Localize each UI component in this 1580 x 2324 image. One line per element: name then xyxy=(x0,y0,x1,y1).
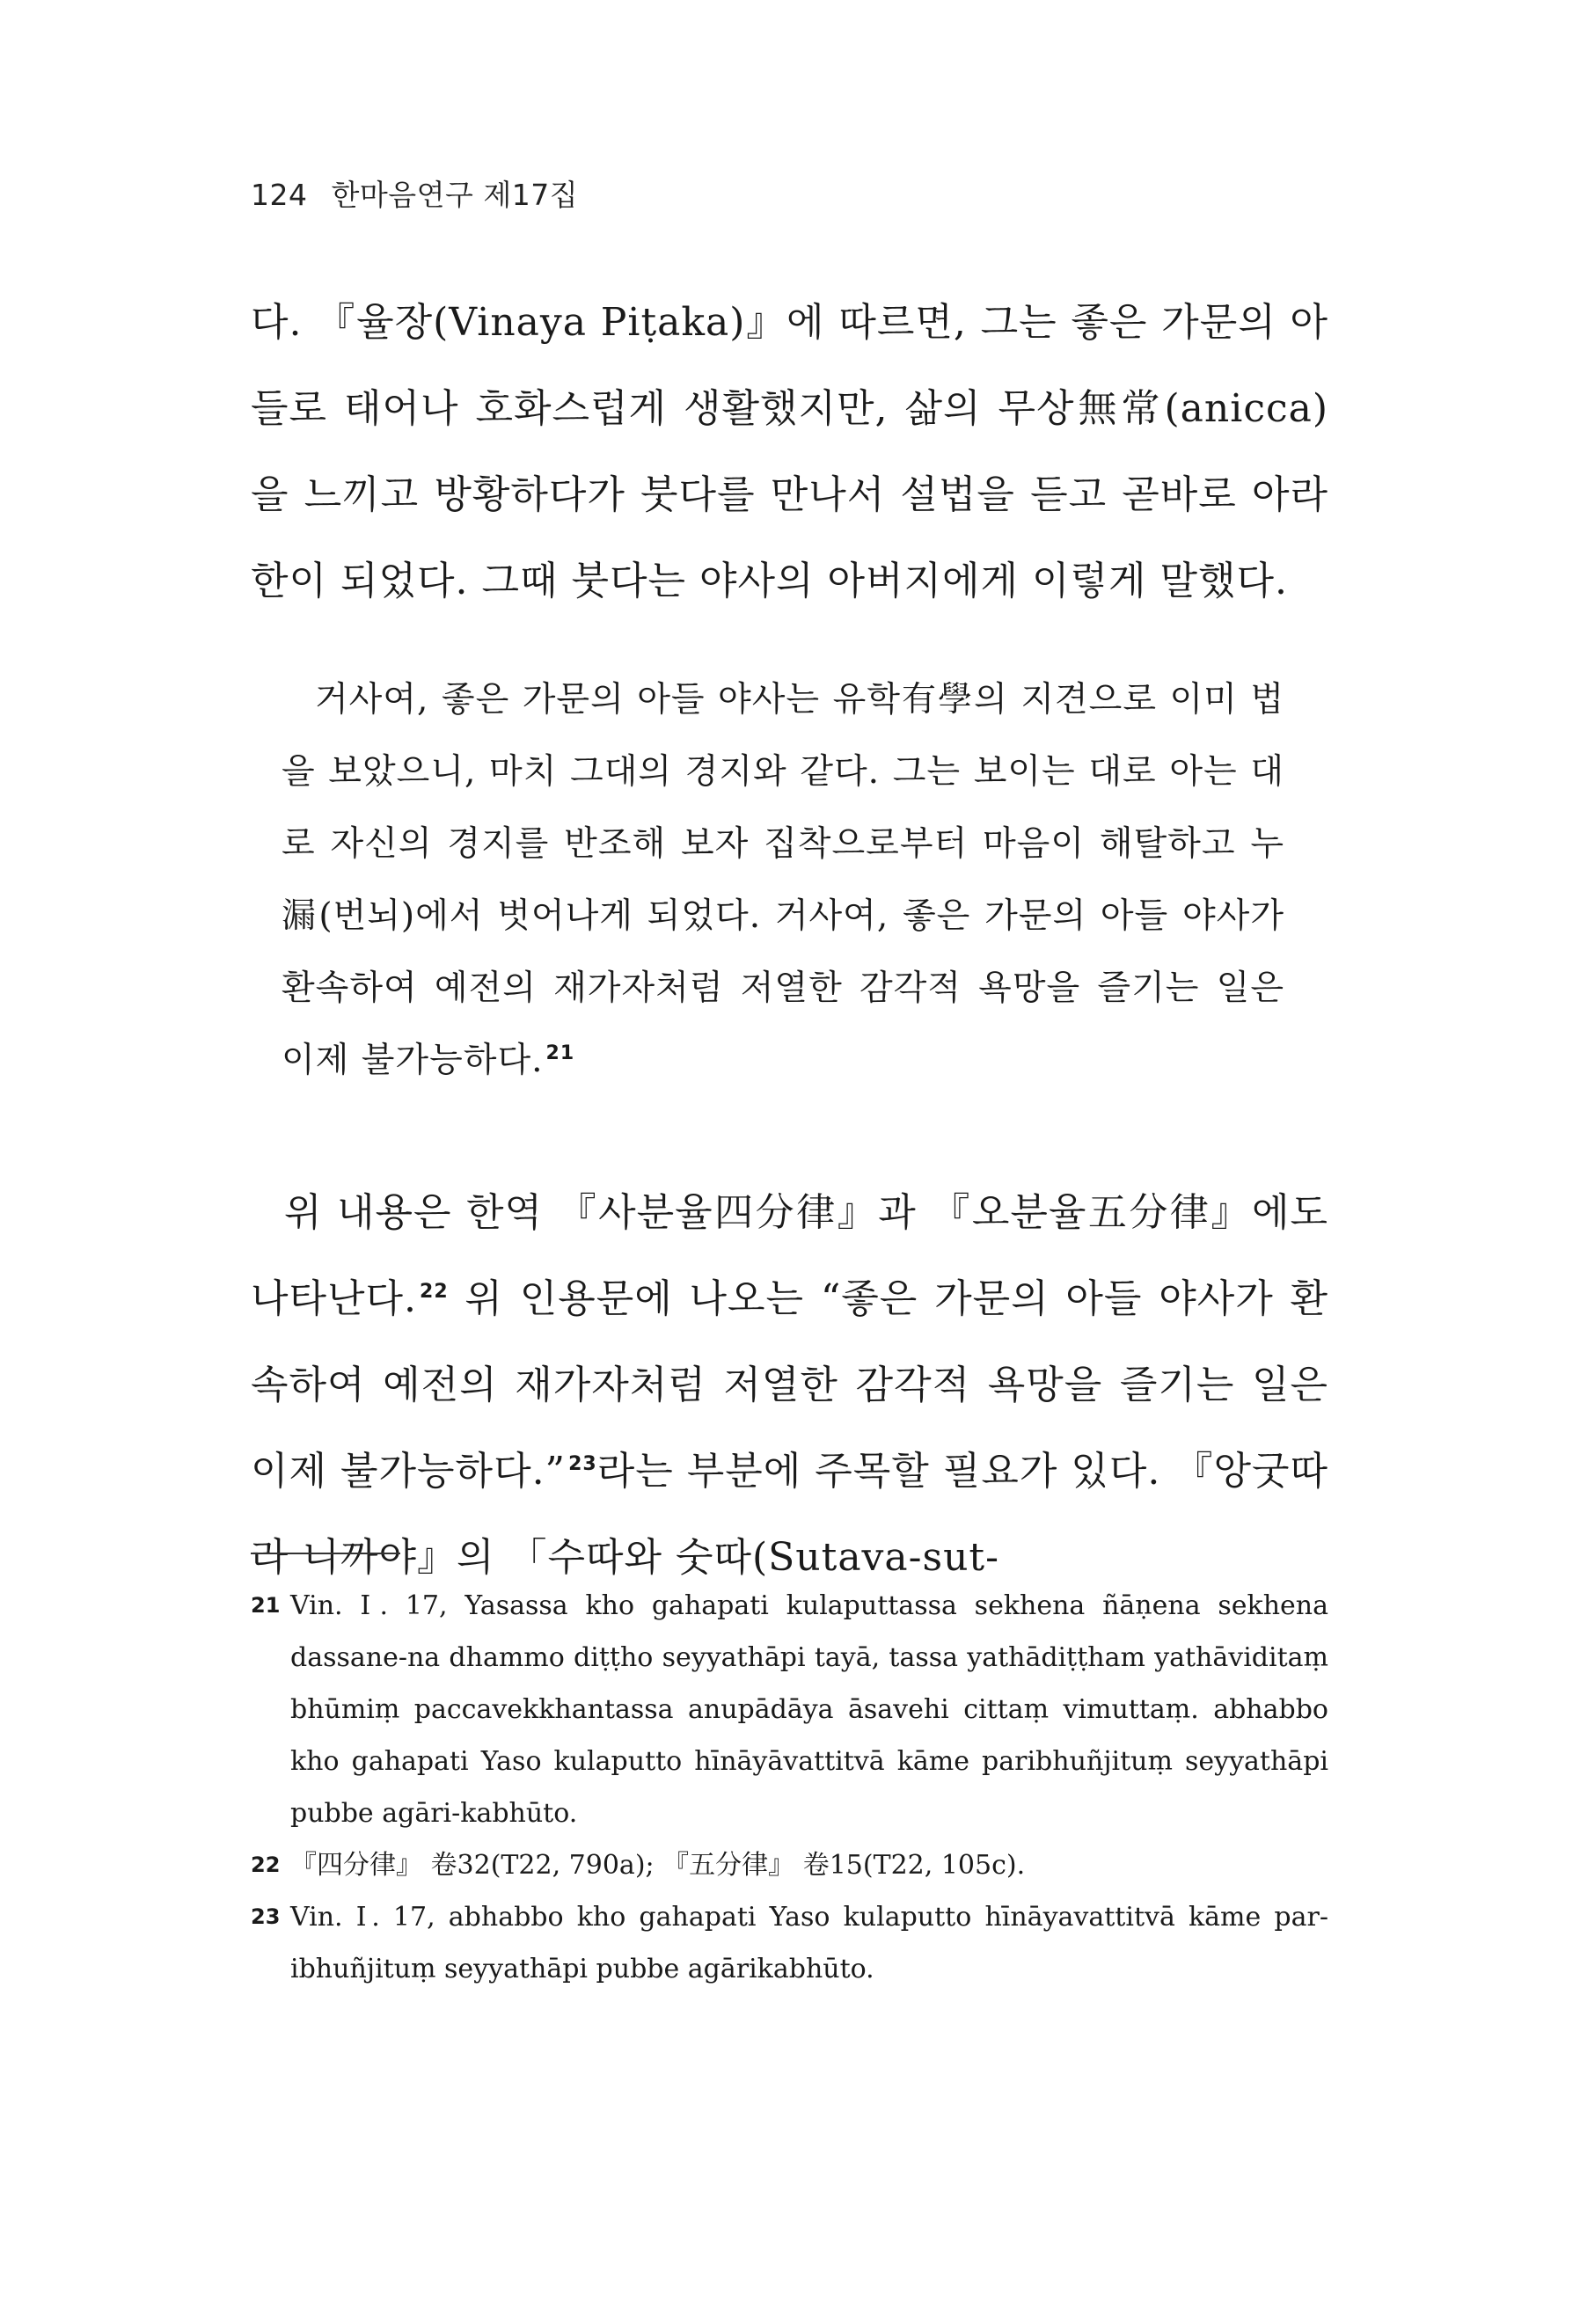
footnote-divider xyxy=(251,1553,400,1554)
running-header xyxy=(251,172,578,214)
page-number: 124 xyxy=(251,178,308,212)
footnote-ref-21[interactable]: 21 xyxy=(545,1042,575,1064)
block-quote xyxy=(282,664,1284,1097)
footnote-23 xyxy=(251,1891,1328,1995)
footnote-ref-22[interactable]: 22 xyxy=(420,1281,449,1304)
body-paragraph-2 xyxy=(251,1170,1328,1601)
footnote-ref-23[interactable]: 23 xyxy=(568,1453,597,1476)
footnote-number: 23 xyxy=(251,1904,281,1929)
footnote-text: Vin. Ⅰ. 17, abhabbo kho gahapati Yaso kulaputto hīnāyavattitvā kāme par-ibhuñjituṃ seyyathāpi pubbe agārikabhūto. xyxy=(290,1902,1328,1984)
body-paragraph-2-part-a: 위 내용은 한역 『사분율四分律』과 『오분율五分律』에도 나타난다. xyxy=(251,1190,1328,1321)
footnote-number: 22 xyxy=(251,1853,281,1877)
footnote-21 xyxy=(251,1580,1328,1839)
running-title: 한마음연구 제17집 xyxy=(331,178,579,212)
block-quote-text: 거사여, 좋은 가문의 아들 야사는 유학有學의 지견으로 이미 법을 보았으니, 마치 그대의 경지와 같다. 그는 보이는 대로 아는 대로 자신의 경지를 반조해 보자 집착으로부터 마음이 해탈하고 누漏(번뇌)에서 벗어나게 되었다. 거사여, 좋은 가문의 아들 야사가 환속하여 예전의 재가자처럼 저열한 감각적 욕망을 즐기는 일은 이제 불가능하다. xyxy=(282,680,1284,1080)
footnote-number: 21 xyxy=(251,1593,281,1618)
footnote-text: Vin. Ⅰ. 17, Yasassa kho gahapati kulaputtassa sekhena ñāṇena sekhena dassane-na dhammo diṭṭho seyyathāpi tayā, tassa yathādiṭṭham yathāviditaṃ bhūmiṃ paccavekkhantassa anupādāya āsavehi cittaṃ vimuttaṃ. abhabbo kho gahapati Yaso kulaputto hīnāyāvattitvā kāme paribhuñjituṃ seyyathāpi pubbe agāri-kabhūto. xyxy=(290,1590,1328,1829)
body-paragraph-1: 다. 『율장(Vinaya Piṭaka)』에 따르면, 그는 좋은 가문의 아들로 태어나 호화스럽게 생활했지만, 삶의 무상無常(anicca)을 느끼고 방황하다가 붓다를 만나서 설법을 듣고 곧바로 아라한이 되었다. 그때 붓다는 야사의 아버지에게 이렇게 말했다. xyxy=(251,300,1328,603)
footnote-22 xyxy=(251,1839,1328,1891)
body-paragraph-2-part-b: 위 인용문에 나오는 “좋은 가문의 아들 야사가 환속하여 예전의 재가자처럼 저열한 감각적 욕망을 즐기는 일은 이제 불가능하다.” xyxy=(251,1276,1328,1494)
footnotes xyxy=(251,1580,1328,1995)
body-paragraph-2-part-c: 라는 부분에 주목할 필요가 있다. 『앙굿따라 니까야』의 「수따와 숫따(Sutava-sut- xyxy=(251,1449,1329,1580)
footnote-text: 『四分律』 卷32(T22, 790a); 『五分律』 卷15(T22, 105c). xyxy=(290,1850,1026,1881)
